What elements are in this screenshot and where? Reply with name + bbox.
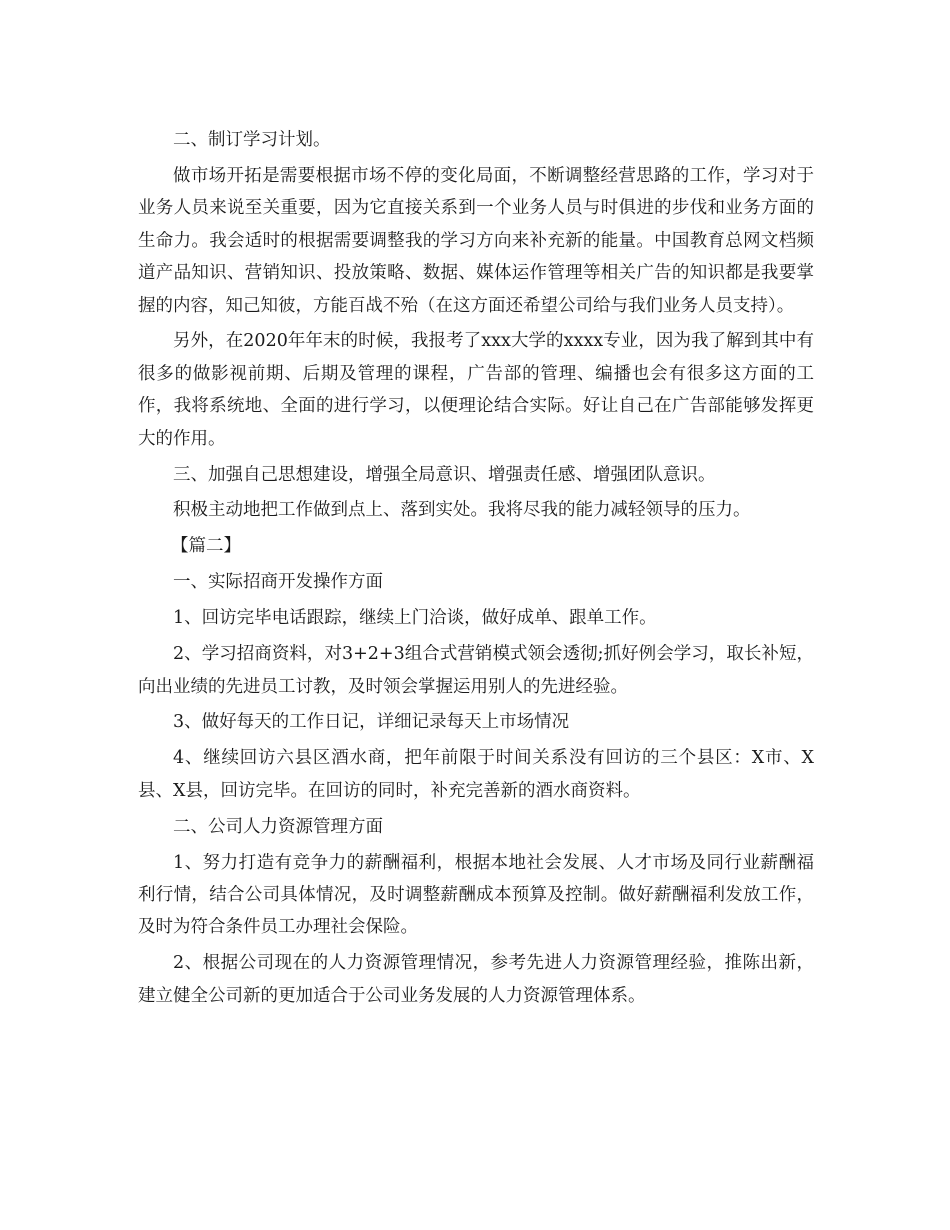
paragraph-university-study: 另外，在2020年年末的时候，我报考了xxx大学的xxxx专业，因为我了解到其中有很多的做影视前期、后期及管理的课程，广告部的管理、编播也会有很多这方面的工作，我将系统地、全面的进行学习，以便理论结合实际。好让自己在广告部能够发挥更大的作用。 (138, 331, 814, 449)
section-heading-ideology: 三、加强自己思想建设，增强全局意识、增强责任感、增强团队意识。 (173, 464, 716, 485)
paragraph-proactive-work: 积极主动地把工作做到点上、落到实处。我将尽我的能力减轻领导的压力。 (173, 500, 751, 521)
list-item-study-materials: 2、学习招商资料，对3+2+3组合式营销模式领会透彻;抓好例会学习，取长补短，向出业绩的先进员工讨教，及时领会掌握运用别人的先进经验。 (138, 644, 814, 697)
list-item-work-diary: 3、做好每天的工作日记，详细记录每天上市场情况 (173, 712, 570, 733)
section-heading-study-plan: 二、制订学习计划。 (173, 130, 331, 150)
document-body (138, 124, 814, 1016)
list-item-follow-up: 1、回访完毕电话跟踪，继续上门洽谈，做好成单、跟单工作。 (173, 608, 657, 629)
section-heading-investment: 一、实际招商开发操作方面 (173, 572, 383, 593)
list-item-hr-system: 2、根据公司现在的人力资源管理情况，参考先进人力资源管理经验，推陈出新，建立健全公司新的更加适合于公司业务发展的人力资源管理体系。 (138, 953, 814, 1006)
list-item-revisit-dealers: 4、继续回访六县区酒水商，把年前限于时间关系没有回访的三个县区：X市、X县、X县，回访完毕。在回访的同时，补充完善新的酒水商资料。 (138, 748, 814, 801)
section-heading-hr: 二、公司人力资源管理方面 (173, 816, 383, 837)
chapter-heading-part-two: 【篇二】 (171, 536, 241, 557)
paragraph-market-learning: 做市场开拓是需要根据市场不停的变化局面，不断调整经营思路的工作，学习对于业务人员来说至关重要，因为它直接关系到一个业务人员与时俱进的步伐和业务方面的生命力。我会适时的根据需要调整我的学习方向来补充新的能量。中国教育总网文档频道产品知识、营销知识、投放策略、数据、媒体运作管理等相关广告的知识都是我要掌握的内容，知己知彼，方能百战不殆（在这方面还希望公司给与我们业务人员支持）。 (138, 165, 814, 316)
list-item-compensation: 1、努力打造有竞争力的薪酬福利，根据本地社会发展、人才市场及同行业薪酬福利行情，结合公司具体情况，及时调整薪酬成本预算及控制。做好薪酬福利发放工作，及时为符合条件员工办理社会保险。 (138, 852, 814, 938)
